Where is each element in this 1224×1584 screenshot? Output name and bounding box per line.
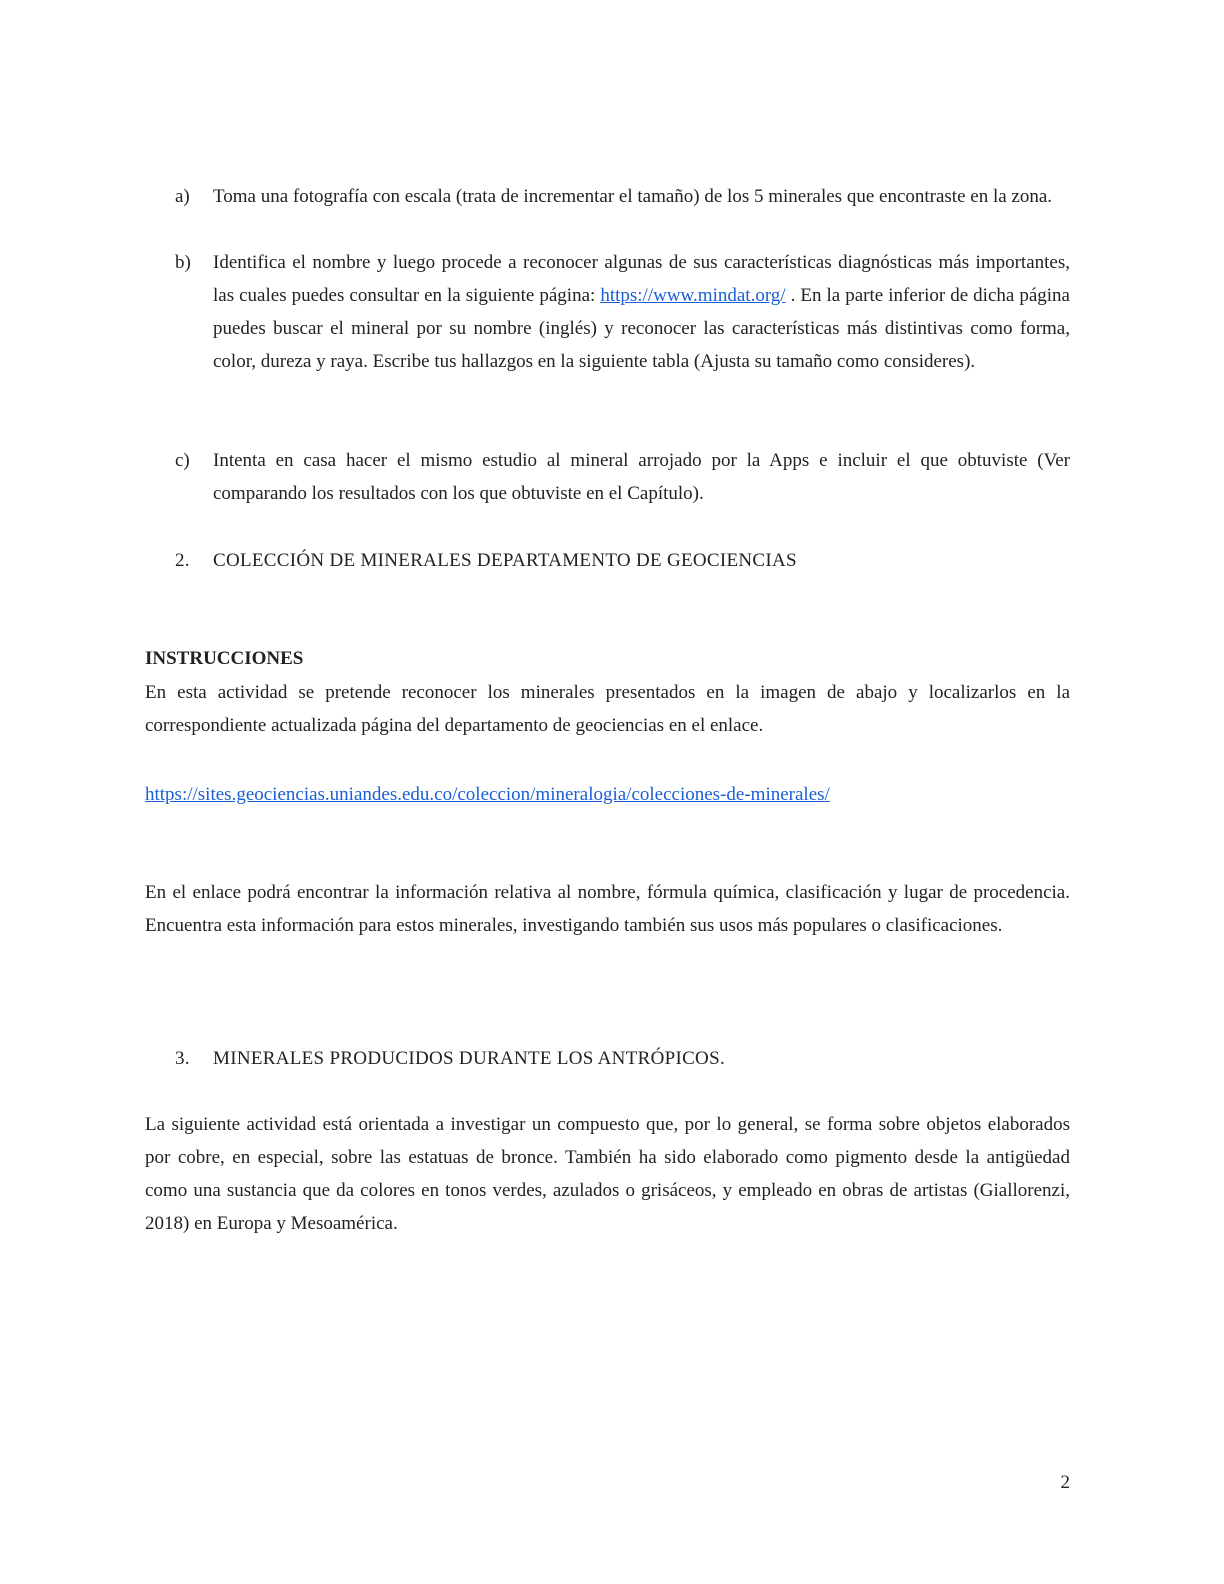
list-marker: c) xyxy=(175,450,190,471)
list-item-text-before: Identifica el nombre y luego procede a reconocer algunas de sus características diagnósticas más importantes, las cuales puedes consultar en la siguiente página: xyxy=(213,252,1070,306)
page-number: 2 xyxy=(1060,1472,1070,1493)
section-heading-2 xyxy=(175,544,1070,577)
paragraph-2: En el enlace podrá encontrar la información relativa al nombre, fórmula química, clasificación y lugar de procedencia. Encuentra esta información para estos minerales, investigando también sus usos más populares o clasificaciones. xyxy=(145,882,1070,936)
section-title: MINERALES PRODUCIDOS DURANTE LOS ANTRÓPICOS. xyxy=(213,1048,725,1069)
list-marker: a) xyxy=(175,186,190,207)
instructions-heading: INSTRUCCIONES xyxy=(145,648,304,669)
list-item-a xyxy=(175,180,1070,213)
paragraph-3: La siguiente actividad está orientada a investigar un compuesto que, por lo general, se forma sobre objetos elaborados por cobre, en especial, sobre las estatuas de bronce. También ha sido elaborado como pigmento desde la antigüedad como una sustancia que da colores en tonos verdes, azulados o grisáceos, y empleado en obras de artistas (Giallorenzi, 2018) en Europa y Mesoamérica. xyxy=(145,1114,1070,1234)
section-marker: 3. xyxy=(175,1048,190,1069)
geociencias-link-wrap xyxy=(145,778,1070,811)
list-item-text-after: . En la parte inferior de dicha página puedes buscar el mineral por su nombre (inglés) y reconocer las características más distintivas como forma, color, dureza y raya. Escribe tus hallazgos en la siguiente tabla (Ajusta su tamaño como consideres). xyxy=(213,285,1070,372)
geociencias-link[interactable]: https://sites.geociencias.uniandes.edu.co/coleccion/mineralogia/colecciones-de-minerales/ xyxy=(145,784,830,805)
list-marker: b) xyxy=(175,252,191,273)
mindat-link[interactable]: https://www.mindat.org/ xyxy=(600,285,786,306)
list-item-text: Intenta en casa hacer el mismo estudio al mineral arrojado por la Apps e incluir el que obtuviste (Ver comparando los resultados con los que obtuviste en el Capítulo). xyxy=(213,450,1070,504)
list-item-c xyxy=(175,444,1070,510)
section-title: COLECCIÓN DE MINERALES DEPARTAMENTO DE GEOCIENCIAS xyxy=(213,550,797,571)
section-heading-3 xyxy=(175,1042,1070,1075)
section-marker: 2. xyxy=(175,550,190,571)
list-item-text: Toma una fotografía con escala (trata de incrementar el tamaño) de los 5 minerales que encontraste en la zona. xyxy=(213,186,1053,207)
list-item-text xyxy=(213,246,1070,378)
instructions-text: En esta actividad se pretende reconocer los minerales presentados en la imagen de abajo y localizarlos en la correspondiente actualizada página del departamento de geociencias en el enlace. xyxy=(145,682,1070,736)
list-item-b xyxy=(175,246,1070,378)
